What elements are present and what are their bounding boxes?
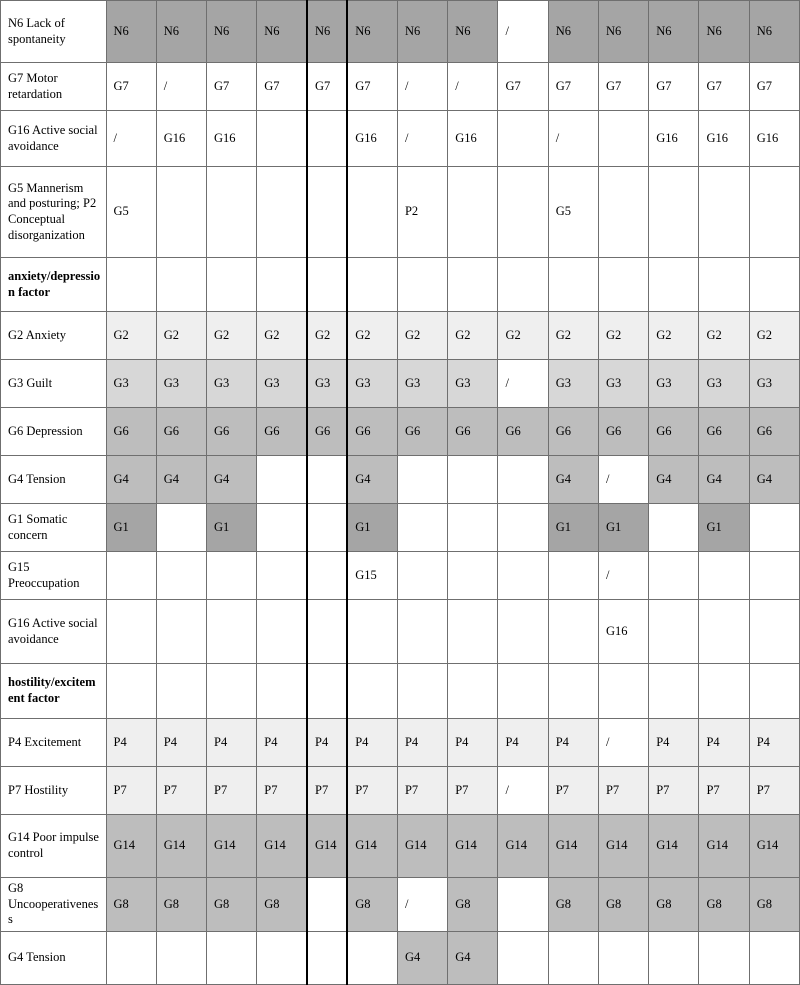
table-cell: G2 xyxy=(106,312,156,360)
row-label: G2 Anxiety xyxy=(1,312,107,360)
table-cell: G8 xyxy=(749,878,799,932)
highlight-column-cell xyxy=(307,167,347,258)
table-cell xyxy=(257,664,307,719)
table-cell: N6 xyxy=(207,1,257,63)
table-cell: G6 xyxy=(749,408,799,456)
table-cell: G3 xyxy=(397,360,447,408)
table-cell: G14 xyxy=(498,815,548,878)
table-cell: G2 xyxy=(699,312,749,360)
table-cell: G16 xyxy=(649,111,699,167)
table-cell: P7 xyxy=(397,767,447,815)
table-cell xyxy=(448,258,498,312)
table-cell: G2 xyxy=(156,312,206,360)
highlight-column-cell xyxy=(307,664,347,719)
highlight-column-cell: P7 xyxy=(307,767,347,815)
table-cell: G6 xyxy=(397,408,447,456)
table-cell: P4 xyxy=(649,719,699,767)
table-cell xyxy=(397,664,447,719)
table-cell: G1 xyxy=(207,504,257,552)
row-label: G3 Guilt xyxy=(1,360,107,408)
table-cell: G14 xyxy=(448,815,498,878)
row-label: N6 Lack of spontaneity xyxy=(1,1,107,63)
table-row xyxy=(1,167,800,258)
table-cell xyxy=(699,600,749,664)
table-cell: P4 xyxy=(106,719,156,767)
row-label: G4 Tension xyxy=(1,931,107,984)
table-cell: G14 xyxy=(749,815,799,878)
table-cell xyxy=(156,552,206,600)
table-cell: P4 xyxy=(498,719,548,767)
table-cell: G4 xyxy=(397,931,447,984)
table-row xyxy=(1,931,800,984)
table-cell: P7 xyxy=(699,767,749,815)
table-cell xyxy=(498,552,548,600)
table-cell xyxy=(649,552,699,600)
table-cell: G3 xyxy=(699,360,749,408)
table-row xyxy=(1,1,800,63)
table-cell xyxy=(498,504,548,552)
highlight-column-cell: G14 xyxy=(307,815,347,878)
table-cell: G4 xyxy=(207,456,257,504)
table-cell: G14 xyxy=(598,815,648,878)
table-cell xyxy=(347,600,397,664)
table-row xyxy=(1,815,800,878)
row-label: hostility/excitement factor xyxy=(1,664,107,719)
table-cell: G16 xyxy=(156,111,206,167)
table-cell xyxy=(649,600,699,664)
table-cell xyxy=(749,664,799,719)
row-label: G5 Mannerism and posturing; P2 Conceptual disorganization xyxy=(1,167,107,258)
table-cell: G4 xyxy=(699,456,749,504)
table-cell: / xyxy=(598,456,648,504)
table-cell xyxy=(257,167,307,258)
table-cell: G15 xyxy=(347,552,397,600)
table-cell xyxy=(257,600,307,664)
table-cell: G6 xyxy=(207,408,257,456)
table-cell: G3 xyxy=(548,360,598,408)
table-row xyxy=(1,360,800,408)
table-cell: G7 xyxy=(498,63,548,111)
highlight-column-cell xyxy=(307,552,347,600)
table-cell xyxy=(649,504,699,552)
table-row xyxy=(1,408,800,456)
table-cell: G2 xyxy=(598,312,648,360)
table-cell xyxy=(207,258,257,312)
table-row xyxy=(1,878,800,932)
table-cell: G7 xyxy=(699,63,749,111)
highlight-column-cell xyxy=(307,600,347,664)
table-cell xyxy=(749,600,799,664)
table-cell xyxy=(498,878,548,932)
table-cell: G2 xyxy=(257,312,307,360)
table-cell: P4 xyxy=(397,719,447,767)
table-cell: G5 xyxy=(548,167,598,258)
highlight-column-cell xyxy=(307,931,347,984)
table-cell: P7 xyxy=(448,767,498,815)
table-cell xyxy=(106,600,156,664)
table-cell: / xyxy=(397,63,447,111)
table-cell: G8 xyxy=(257,878,307,932)
table-cell: G6 xyxy=(649,408,699,456)
table-cell: G3 xyxy=(649,360,699,408)
table-cell xyxy=(699,931,749,984)
highlight-column-cell: G2 xyxy=(307,312,347,360)
table-cell xyxy=(448,167,498,258)
table-cell: G3 xyxy=(749,360,799,408)
table-cell: G3 xyxy=(347,360,397,408)
table-cell xyxy=(699,258,749,312)
table-cell: G6 xyxy=(106,408,156,456)
table-cell: G6 xyxy=(347,408,397,456)
table-cell: G7 xyxy=(347,63,397,111)
row-label: G15 Preoccupation xyxy=(1,552,107,600)
table-cell xyxy=(498,111,548,167)
table-cell xyxy=(397,504,447,552)
table-cell xyxy=(156,167,206,258)
row-label: G4 Tension xyxy=(1,456,107,504)
table-cell: G14 xyxy=(347,815,397,878)
table-cell: G7 xyxy=(207,63,257,111)
table-cell: N6 xyxy=(699,1,749,63)
table-cell: G7 xyxy=(257,63,307,111)
table-cell: / xyxy=(598,719,648,767)
table-cell xyxy=(598,258,648,312)
table-cell xyxy=(548,931,598,984)
table-cell xyxy=(498,167,548,258)
table-cell: G2 xyxy=(498,312,548,360)
table-cell: G8 xyxy=(156,878,206,932)
highlight-column-cell xyxy=(307,258,347,312)
table-cell: G14 xyxy=(397,815,447,878)
table-cell xyxy=(257,552,307,600)
table-cell: G2 xyxy=(649,312,699,360)
table-cell: G4 xyxy=(347,456,397,504)
table-cell xyxy=(498,664,548,719)
table-cell: G14 xyxy=(207,815,257,878)
table-cell: G8 xyxy=(699,878,749,932)
table-cell xyxy=(257,456,307,504)
table-cell: G14 xyxy=(649,815,699,878)
table-cell: G4 xyxy=(156,456,206,504)
table-cell: G8 xyxy=(207,878,257,932)
highlight-column-cell xyxy=(307,504,347,552)
table-cell xyxy=(347,664,397,719)
table-cell: G4 xyxy=(106,456,156,504)
table-cell: G2 xyxy=(207,312,257,360)
table-cell xyxy=(397,600,447,664)
table-row xyxy=(1,719,800,767)
table-cell xyxy=(448,456,498,504)
table-cell: G3 xyxy=(106,360,156,408)
table-cell xyxy=(548,258,598,312)
table-cell: G16 xyxy=(448,111,498,167)
table-cell: G4 xyxy=(448,931,498,984)
table-cell xyxy=(649,664,699,719)
table-cell: / xyxy=(106,111,156,167)
table-row xyxy=(1,456,800,504)
table-cell: G14 xyxy=(548,815,598,878)
table-cell: G16 xyxy=(347,111,397,167)
table-cell: P7 xyxy=(156,767,206,815)
table-row xyxy=(1,312,800,360)
table-cell: G1 xyxy=(699,504,749,552)
table-cell: P7 xyxy=(207,767,257,815)
table-cell: G4 xyxy=(749,456,799,504)
table-cell: N6 xyxy=(347,1,397,63)
row-label: G7 Motor retardation xyxy=(1,63,107,111)
table-cell: P7 xyxy=(598,767,648,815)
table-cell: G1 xyxy=(347,504,397,552)
table-cell xyxy=(749,167,799,258)
table-cell: P4 xyxy=(257,719,307,767)
highlight-column-cell xyxy=(307,111,347,167)
table-cell: G6 xyxy=(598,408,648,456)
table-cell xyxy=(448,504,498,552)
table-cell xyxy=(207,931,257,984)
table-cell: G2 xyxy=(347,312,397,360)
table-cell: N6 xyxy=(156,1,206,63)
highlight-column-cell xyxy=(307,456,347,504)
table-cell: P4 xyxy=(548,719,598,767)
table-cell: / xyxy=(397,111,447,167)
table-cell: G8 xyxy=(347,878,397,932)
table-cell: G16 xyxy=(207,111,257,167)
table-cell: P4 xyxy=(448,719,498,767)
table-cell: G4 xyxy=(649,456,699,504)
table-cell: G2 xyxy=(548,312,598,360)
highlight-column-cell: G7 xyxy=(307,63,347,111)
table-cell xyxy=(548,664,598,719)
table-cell: G2 xyxy=(397,312,447,360)
table-cell: G7 xyxy=(598,63,648,111)
table-cell: G14 xyxy=(106,815,156,878)
table-cell xyxy=(699,552,749,600)
table-cell xyxy=(749,504,799,552)
table-cell: G4 xyxy=(548,456,598,504)
table-cell: / xyxy=(156,63,206,111)
table-cell xyxy=(498,931,548,984)
table-cell: G5 xyxy=(106,167,156,258)
table-cell xyxy=(257,931,307,984)
table-cell: P4 xyxy=(699,719,749,767)
table-cell xyxy=(649,167,699,258)
table-cell: P4 xyxy=(749,719,799,767)
table-cell: G6 xyxy=(257,408,307,456)
table-cell xyxy=(397,258,447,312)
table-cell: P7 xyxy=(106,767,156,815)
table-cell: G2 xyxy=(448,312,498,360)
table-cell: P7 xyxy=(347,767,397,815)
table-cell xyxy=(498,456,548,504)
table-cell: G1 xyxy=(548,504,598,552)
table-cell xyxy=(156,664,206,719)
table-cell xyxy=(749,552,799,600)
table-cell xyxy=(156,504,206,552)
table-cell xyxy=(257,258,307,312)
table-cell xyxy=(257,111,307,167)
table-row xyxy=(1,258,800,312)
table-cell: G6 xyxy=(548,408,598,456)
table-cell: N6 xyxy=(397,1,447,63)
table-cell: G3 xyxy=(598,360,648,408)
table-cell xyxy=(498,600,548,664)
highlight-column-cell xyxy=(307,878,347,932)
table-cell: P7 xyxy=(548,767,598,815)
table-cell: G6 xyxy=(156,408,206,456)
table-cell: G16 xyxy=(699,111,749,167)
row-label: G16 Active social avoidance xyxy=(1,600,107,664)
table-cell: / xyxy=(397,878,447,932)
highlight-column-cell: G6 xyxy=(307,408,347,456)
table-cell: P4 xyxy=(156,719,206,767)
table-row xyxy=(1,552,800,600)
table-cell: G1 xyxy=(598,504,648,552)
table-cell: N6 xyxy=(448,1,498,63)
table-cell: P7 xyxy=(257,767,307,815)
table-cell: P4 xyxy=(347,719,397,767)
table-cell xyxy=(347,931,397,984)
table-cell xyxy=(448,664,498,719)
table-cell: N6 xyxy=(749,1,799,63)
table-cell: / xyxy=(498,1,548,63)
table-row xyxy=(1,600,800,664)
table-cell xyxy=(498,258,548,312)
table-cell xyxy=(106,258,156,312)
table-cell: P4 xyxy=(207,719,257,767)
table-cell: N6 xyxy=(106,1,156,63)
row-label: G16 Active social avoidance xyxy=(1,111,107,167)
table-cell xyxy=(257,504,307,552)
table-cell xyxy=(397,552,447,600)
table-cell xyxy=(548,552,598,600)
table-cell: N6 xyxy=(649,1,699,63)
table-cell: G8 xyxy=(649,878,699,932)
table-cell: G14 xyxy=(156,815,206,878)
table-cell: G6 xyxy=(448,408,498,456)
table-cell: G7 xyxy=(548,63,598,111)
table-cell xyxy=(598,167,648,258)
table-cell: N6 xyxy=(598,1,648,63)
table-cell xyxy=(699,167,749,258)
table-cell: / xyxy=(548,111,598,167)
table-cell xyxy=(699,664,749,719)
row-label: P4 Excitement xyxy=(1,719,107,767)
table-cell: G3 xyxy=(207,360,257,408)
table-cell: / xyxy=(598,552,648,600)
table-cell xyxy=(207,167,257,258)
table-cell: G8 xyxy=(106,878,156,932)
table-cell: G16 xyxy=(749,111,799,167)
table-cell xyxy=(347,258,397,312)
row-label: G6 Depression xyxy=(1,408,107,456)
table-cell: / xyxy=(498,360,548,408)
table-cell: P2 xyxy=(397,167,447,258)
table-cell xyxy=(448,552,498,600)
table-cell xyxy=(106,552,156,600)
table-cell xyxy=(598,111,648,167)
row-label: anxiety/depression factor xyxy=(1,258,107,312)
highlight-column-cell: N6 xyxy=(307,1,347,63)
table-cell xyxy=(207,600,257,664)
table-cell xyxy=(156,600,206,664)
table-cell xyxy=(649,258,699,312)
table-cell: G7 xyxy=(649,63,699,111)
row-label: G14 Poor impulse control xyxy=(1,815,107,878)
table-cell: G6 xyxy=(498,408,548,456)
table-cell: G14 xyxy=(257,815,307,878)
table-cell: G7 xyxy=(749,63,799,111)
table-cell xyxy=(749,258,799,312)
table-cell xyxy=(397,456,447,504)
row-label: G1 Somatic concern xyxy=(1,504,107,552)
table-cell xyxy=(448,600,498,664)
table-cell: G8 xyxy=(598,878,648,932)
table-cell: G6 xyxy=(699,408,749,456)
table-cell: P7 xyxy=(649,767,699,815)
table-cell: N6 xyxy=(548,1,598,63)
row-label: P7 Hostility xyxy=(1,767,107,815)
table-cell: G3 xyxy=(156,360,206,408)
row-label: G8 Uncooperativeness xyxy=(1,878,107,932)
table-row xyxy=(1,504,800,552)
table-cell xyxy=(548,600,598,664)
table-cell xyxy=(649,931,699,984)
table-cell: P7 xyxy=(749,767,799,815)
table-cell xyxy=(598,664,648,719)
table-cell: N6 xyxy=(257,1,307,63)
table-cell: G3 xyxy=(448,360,498,408)
table-row xyxy=(1,767,800,815)
highlight-column-cell: G3 xyxy=(307,360,347,408)
table-row xyxy=(1,664,800,719)
table-cell xyxy=(207,552,257,600)
table-cell: G3 xyxy=(257,360,307,408)
highlight-column-cell: P4 xyxy=(307,719,347,767)
table-cell xyxy=(156,258,206,312)
table-cell: G1 xyxy=(106,504,156,552)
table-cell: G8 xyxy=(448,878,498,932)
table-cell xyxy=(207,664,257,719)
table-cell: G16 xyxy=(598,600,648,664)
table-cell xyxy=(749,931,799,984)
table-cell xyxy=(598,931,648,984)
table-row xyxy=(1,111,800,167)
table-cell: G2 xyxy=(749,312,799,360)
table-cell xyxy=(106,664,156,719)
table-row xyxy=(1,63,800,111)
table-cell: / xyxy=(448,63,498,111)
table-cell xyxy=(347,167,397,258)
table-cell xyxy=(156,931,206,984)
table-cell xyxy=(106,931,156,984)
table-cell: G14 xyxy=(699,815,749,878)
table-cell: / xyxy=(498,767,548,815)
table-cell: G7 xyxy=(106,63,156,111)
table-cell: G8 xyxy=(548,878,598,932)
